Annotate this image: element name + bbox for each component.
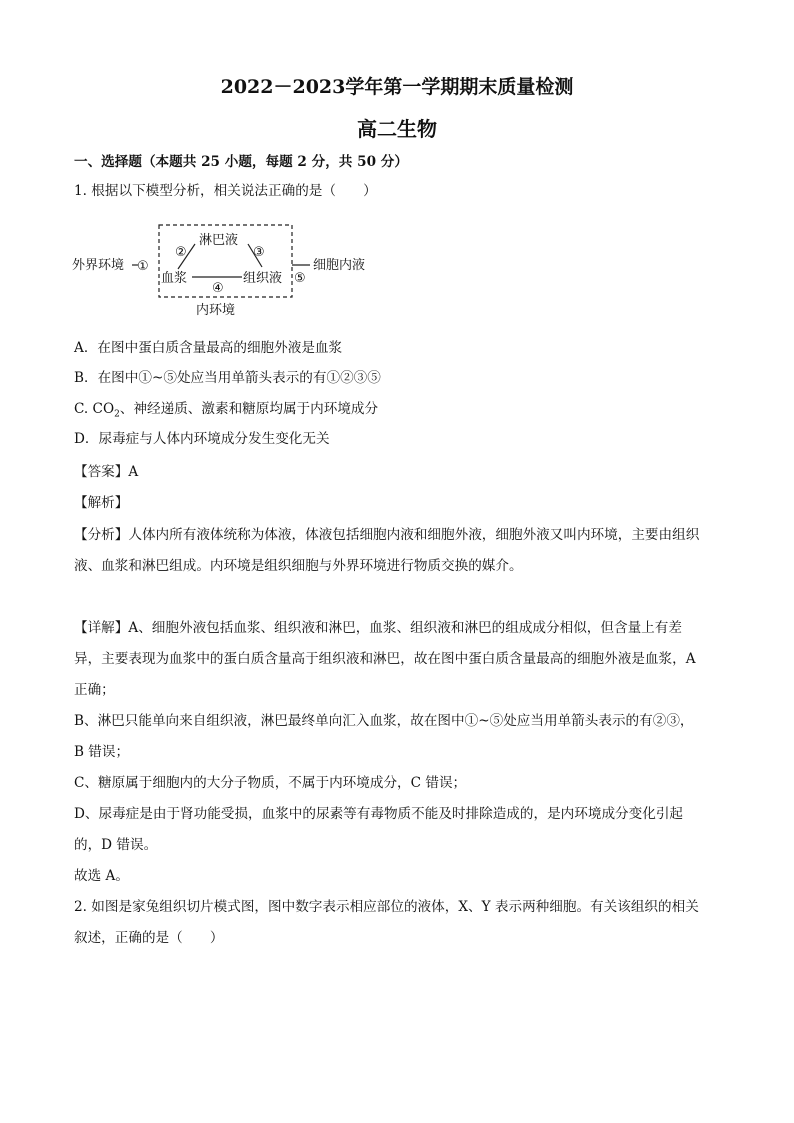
- fenxi-text-1: 人体内所有液体统称为体液，体液包括细胞内液和细胞外液，细胞外液又叫内环境，主要由组织: [128, 527, 700, 543]
- question-2-stem-line-1: 2. 如图是家兔组织切片模式图，图中数字表示相应部位的液体，X、Y 表示两种细胞。有关该组织的相关: [74, 899, 699, 915]
- label-plasma: 血浆: [161, 271, 188, 286]
- detail-line-2: 异，主要表现为血浆中的蛋白质含量高于组织液和淋巴，故在图中蛋白质含量最高的细胞外液是血浆，A: [74, 651, 696, 667]
- fenxi-line-2: 液、血浆和淋巴组成。内环境是组织细胞与外界环境进行物质交换的媒介。: [74, 558, 523, 574]
- explain-b-line-2: B 错误；: [74, 744, 130, 760]
- section-heading: 一、选择题（本题共 25 小题，每题 2 分，共 50 分）: [74, 154, 408, 170]
- label-n3: ③: [253, 245, 265, 260]
- explain-d-line-1: D、尿毒症是由于肾功能受损，血浆中的尿素等有毒物质不能及时排除造成的，是内环境成分变化引起: [74, 806, 684, 822]
- label-lymph: 淋巴液: [199, 233, 239, 248]
- fenxi-label: 【分析】: [74, 527, 129, 543]
- page-title: 2022－2023学年第一学期期末质量检测: [220, 76, 574, 98]
- explain-c-line: C、糖原属于细胞内的大分子物质，不属于内环境成分，C 错误；: [74, 775, 467, 791]
- explain-d-line-2: 的，D 错误。: [74, 837, 158, 853]
- option-c-subscript: 2: [114, 409, 120, 420]
- explain-b-line-1: B、淋巴只能单向来自组织液，淋巴最终单向汇入血浆，故在图中①~⑤处应当用单箭头表示的有②③，: [74, 713, 694, 729]
- option-c-rest: 、神经递质、激素和糖原均属于内环境成分: [119, 401, 379, 417]
- label-n1: ①: [137, 259, 149, 274]
- option-a: A．在图中蛋白质含量最高的细胞外液是血浆: [74, 340, 343, 356]
- option-d: D．尿毒症与人体内环境成分发生变化无关: [74, 431, 330, 447]
- analysis-label: 【解析】: [74, 495, 129, 511]
- label-n5: ⑤: [294, 271, 306, 286]
- internal-environment-diagram: [72, 222, 382, 322]
- label-tissue-fluid: 组织液: [243, 271, 283, 286]
- detail-line-3: 正确；: [74, 682, 115, 698]
- detail-text-1: A、细胞外液包括血浆、组织液和淋巴，血浆、组织液和淋巴的组成成分相似，但含量上有差: [128, 620, 682, 636]
- label-n4: ④: [212, 281, 224, 296]
- label-external-environment: 外界环境: [72, 258, 125, 273]
- page-subtitle: 高二生物: [357, 117, 437, 141]
- detail-label: 【详解】: [74, 620, 129, 636]
- option-c-prefix: C. CO: [74, 401, 115, 417]
- conclusion: 故选 A。: [74, 868, 129, 884]
- detail-line-1: [74, 618, 682, 638]
- label-intracellular-fluid: 细胞内液: [313, 258, 366, 273]
- option-b: B．在图中①~⑤处应当用单箭头表示的有①②③⑤: [74, 370, 381, 386]
- question-1-stem: 1. 根据以下模型分析，相关说法正确的是（ ）: [74, 183, 377, 199]
- option-c: [74, 399, 378, 425]
- answer-label: 【答案】: [74, 464, 129, 480]
- fenxi-line-1: [74, 525, 699, 545]
- label-internal-environment: 内环境: [196, 303, 236, 318]
- question-2-stem-line-2: 叙述，正确的是（ ）: [74, 930, 224, 946]
- answer-value: A: [128, 464, 139, 480]
- label-n2: ②: [175, 245, 187, 260]
- answer-line: [74, 462, 138, 482]
